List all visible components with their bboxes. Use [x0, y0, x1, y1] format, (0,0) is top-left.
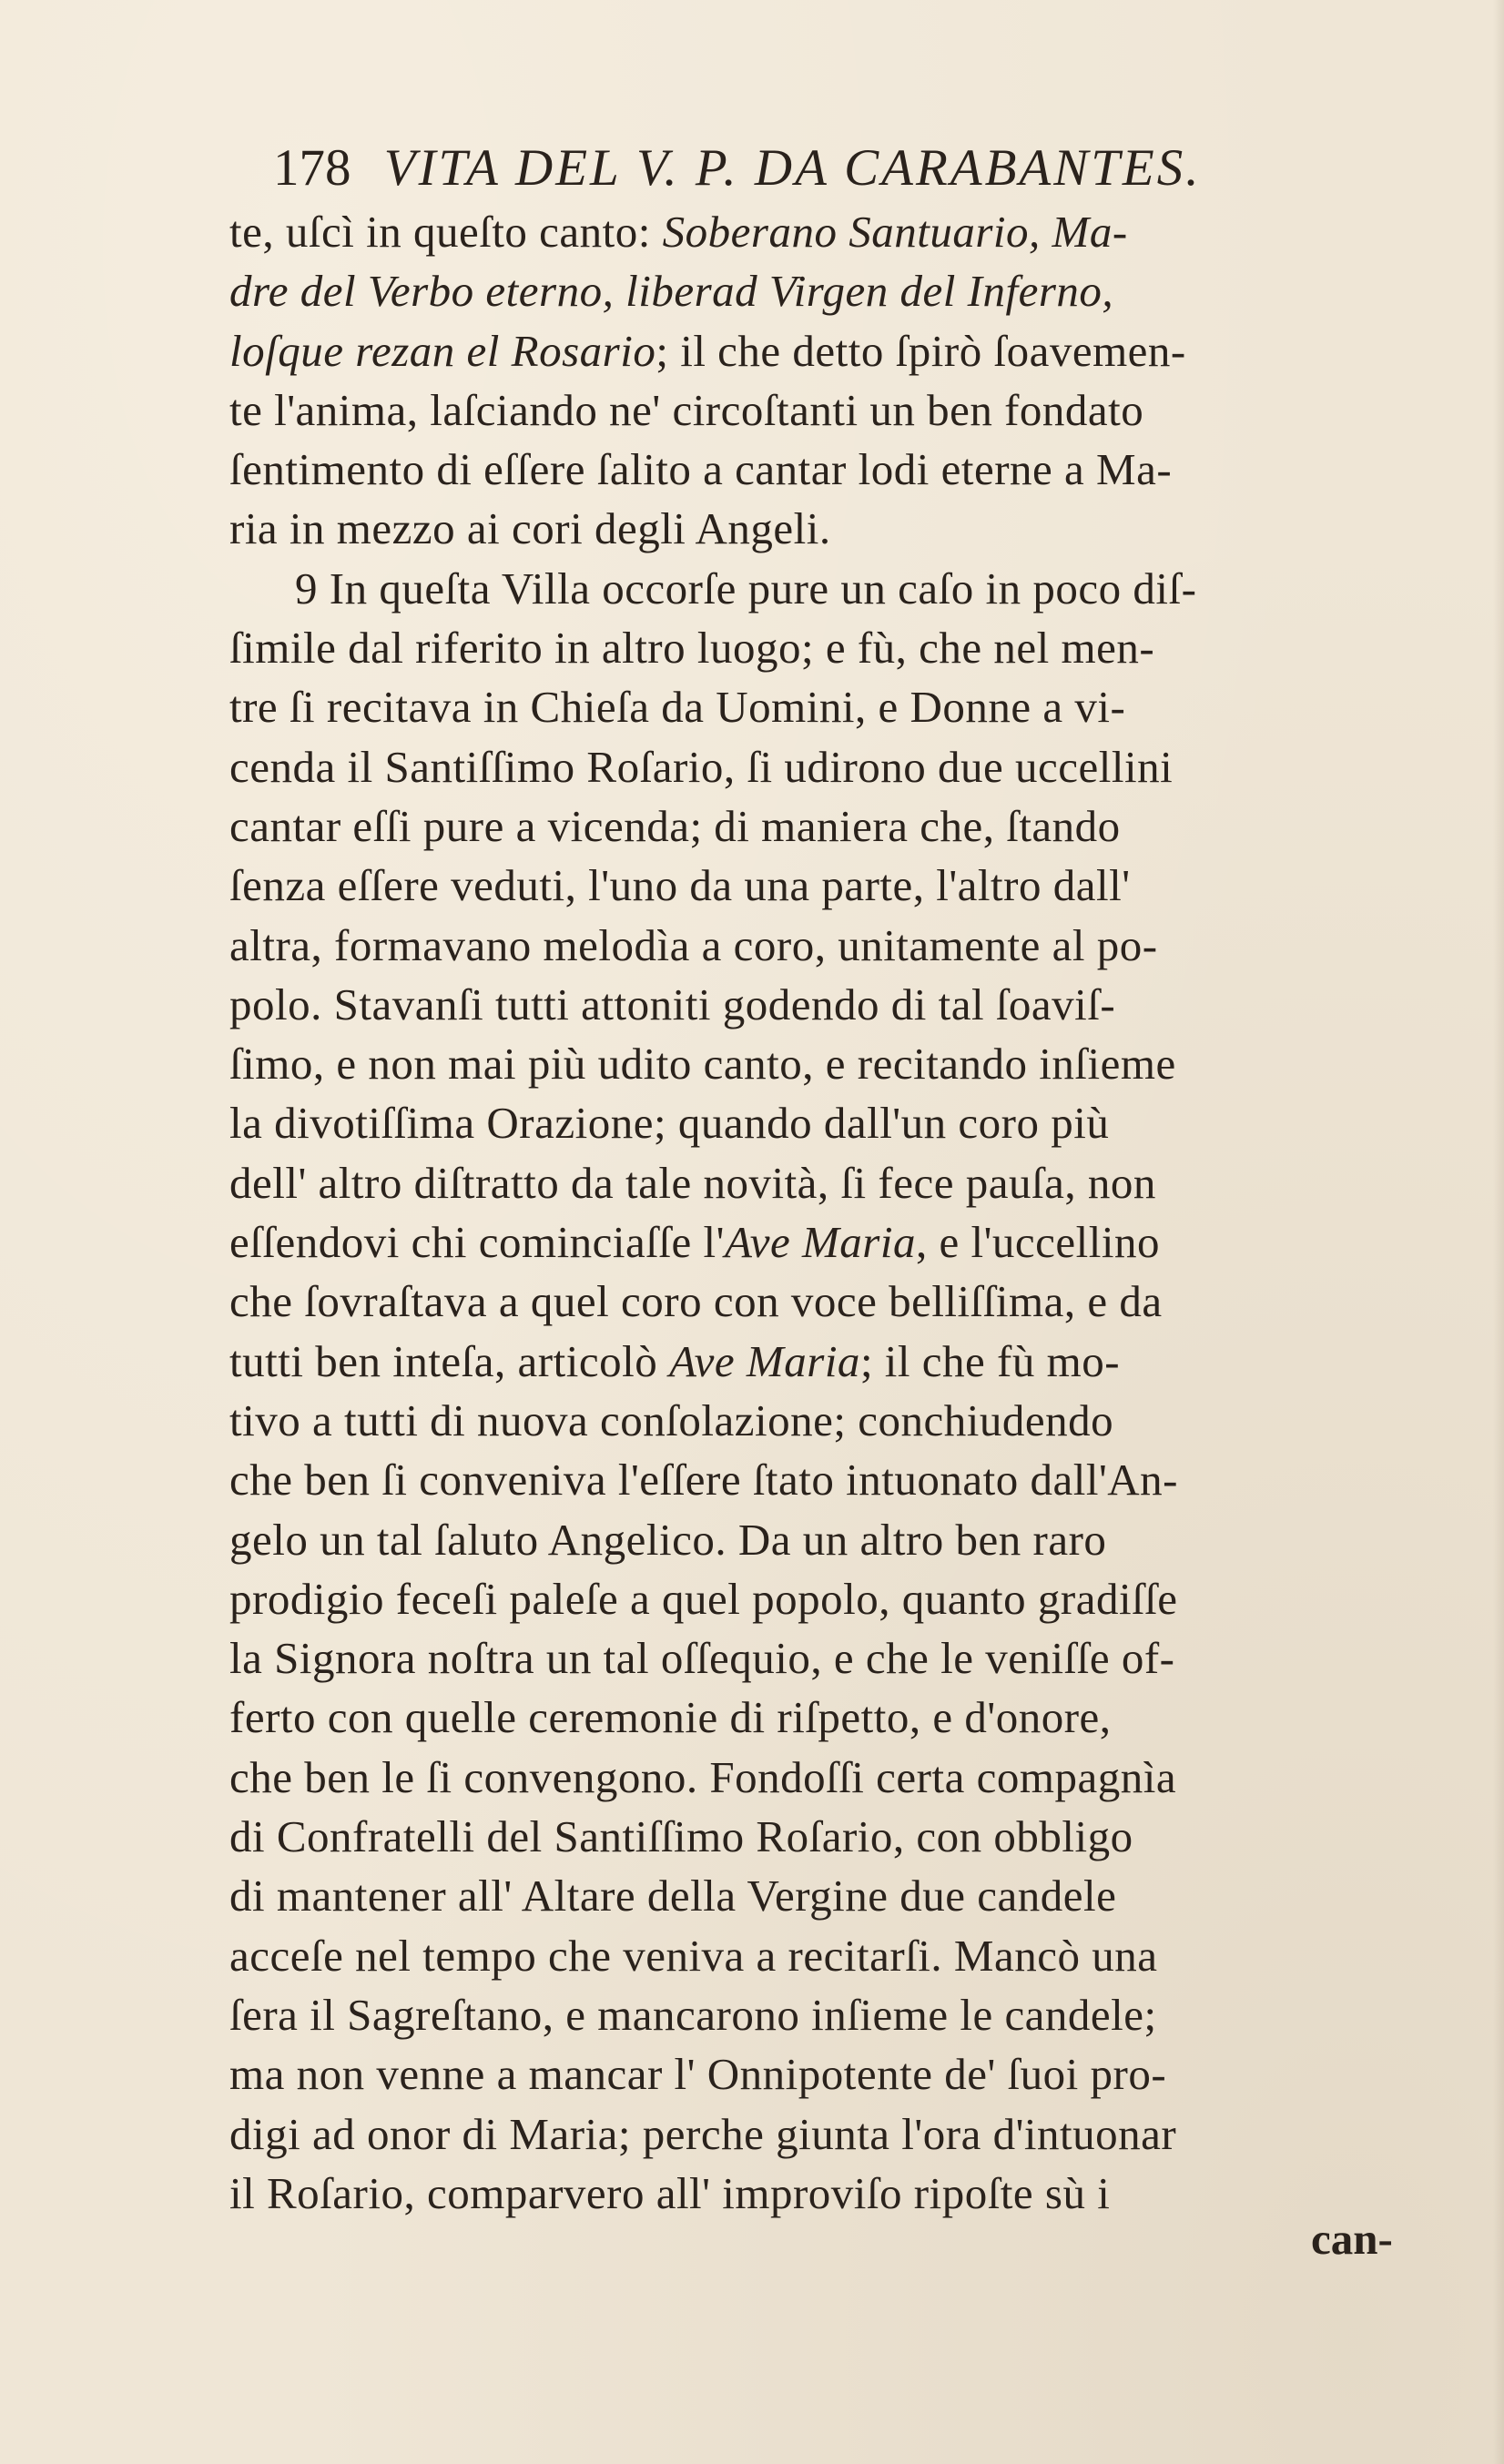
- text-run: ; il che detto ſpirò ſoavemen-: [655, 325, 1186, 376]
- text-line: [229, 1212, 1495, 1272]
- page-number: 178: [273, 139, 351, 197]
- text-line: [229, 1628, 1495, 1688]
- text-line: [229, 2104, 1495, 2164]
- text-run: ſimile dal riferito in altro luogo; e fù, che nel men-: [229, 623, 1155, 674]
- text-run: di mantener all' Altare della Vergine due candele: [229, 1871, 1117, 1922]
- text-line: [229, 1034, 1495, 1093]
- italic-text: Ave Maria: [668, 1335, 860, 1386]
- text-run: che ben ſi conveniva l'eſſere ſtato intuonato dall'An-: [229, 1455, 1179, 1506]
- text-run: che ſovraſtava a quel coro con voce belliſſima, e da: [229, 1276, 1163, 1327]
- text-run: gelo un tal ſaluto Angelico. Da un altro ben raro: [229, 1514, 1107, 1565]
- text-run: prodigio feceſi paleſe a quel popolo, quanto gradiſſe: [229, 1573, 1178, 1624]
- page-edge-shadow: [1493, 0, 1504, 2464]
- text-run: 9 In queſta Villa occorſe pure un caſo in poco diſ-: [295, 563, 1197, 613]
- text-line: [229, 261, 1495, 320]
- text-line: [229, 1450, 1495, 1509]
- text-line: [229, 618, 1495, 677]
- text-run: ſenza eſſere veduti, l'uno da una parte, l'altro dall': [229, 860, 1131, 911]
- text-run: ſimo, e non mai più udito canto, e recitando inſieme: [229, 1039, 1176, 1090]
- text-line: [229, 677, 1495, 736]
- text-run: ferto con quelle ceremonie di riſpetto, e d'onore,: [229, 1692, 1112, 1743]
- text-line: [229, 1153, 1495, 1212]
- text-line: [229, 916, 1495, 975]
- text-line: [229, 1569, 1495, 1628]
- text-line: [229, 499, 1495, 558]
- text-line: [229, 1093, 1495, 1152]
- italic-text: dre del Verbo eterno, liberad Virgen del Inferno,: [229, 266, 1114, 317]
- text-line: [229, 1926, 1495, 1985]
- text-run: dell' altro diſtratto da tale novità, ſi fece pauſa, non: [229, 1157, 1156, 1208]
- text-line: [229, 2164, 1495, 2223]
- text-line: [229, 321, 1495, 380]
- text-run: eſſendovi chi cominciaſſe l': [229, 1217, 725, 1268]
- text-run: ſera il Sagreſtano, e mancarono inſieme le candele;: [229, 1989, 1157, 2040]
- running-head: [273, 132, 1493, 205]
- text-run: polo. Stavanſi tutti attoniti godendo di tal ſoaviſ-: [229, 979, 1116, 1029]
- text-line: [229, 2044, 1495, 2104]
- running-title: VITA DEL V. P. DA CARABANTES.: [383, 139, 1202, 197]
- italic-text: Soberano Santuario, Ma-: [662, 207, 1128, 257]
- text-line: [229, 559, 1495, 618]
- text-run: il Roſario, comparvero all' improviſo ripoſte sù i: [229, 2167, 1111, 2218]
- text-run: la divotiſſima Orazione; quando dall'un coro più: [229, 1098, 1110, 1149]
- text-run: ria in mezzo ai cori degli Angeli.: [229, 503, 831, 554]
- text-run: tivo a tutti di nuova conſolazione; conchiudendo: [229, 1394, 1114, 1445]
- italic-text: loſque rezan el Rosario: [229, 325, 656, 376]
- text-line: [229, 1391, 1495, 1450]
- text-run: tre ſi recitava in Chieſa da Uomini, e Donne a vi-: [229, 682, 1126, 733]
- text-line: [229, 1332, 1495, 1391]
- text-run: , e l'uccellino: [915, 1217, 1160, 1268]
- text-line: [229, 975, 1495, 1034]
- text-run: ma non venne a mancar l' Onnipotente de' ſuoi pro-: [229, 2049, 1167, 2100]
- text-line: [229, 1688, 1495, 1747]
- text-line: [229, 856, 1495, 915]
- text-line: [229, 1272, 1495, 1331]
- text-line: [229, 1748, 1495, 1807]
- text-run: ; il che fù mo-: [859, 1335, 1121, 1386]
- text-run: di Confratelli del Santiſſimo Roſario, con obbligo: [229, 1811, 1133, 1862]
- catchword: can-: [1311, 2214, 1393, 2264]
- text-run: che ben le ſi convengono. Fondoſſi certa compagnìa: [229, 1751, 1177, 1802]
- text-line: [229, 380, 1495, 440]
- text-line: [229, 440, 1495, 499]
- text-line: [229, 1510, 1495, 1569]
- text-line: [229, 796, 1495, 856]
- body-text: [229, 202, 1495, 2223]
- text-line: [229, 202, 1495, 261]
- text-run: te l'anima, laſciando ne' circoſtanti un ben fondato: [229, 384, 1144, 435]
- text-run: tutti ben inteſa, articolò: [229, 1335, 669, 1386]
- text-run: ſentimento di eſſere ſalito a cantar lodi eterne a Ma-: [229, 444, 1173, 495]
- text-run: cenda il Santiſſimo Roſario, ſi udirono due uccellini: [229, 741, 1174, 792]
- text-run: digi ad onor di Maria; perche giunta l'ora d'intuonar: [229, 2108, 1177, 2159]
- text-run: cantar eſſi pure a vicenda; di maniera che, ſtando: [229, 800, 1121, 851]
- text-run: altra, formavano melodìa a coro, unitamente al po-: [229, 919, 1158, 970]
- text-run: te, uſcì in queſto canto:: [229, 207, 663, 257]
- text-line: [229, 1866, 1495, 1925]
- italic-text: Ave Maria: [724, 1217, 916, 1268]
- text-run: acceſe nel tempo che veniva a recitarſi. Mancò una: [229, 1930, 1158, 1981]
- text-line: [229, 1985, 1495, 2044]
- text-line: [229, 1807, 1495, 1866]
- text-run: la Signora noſtra un tal oſſequio, e che le veniſſe of-: [229, 1633, 1175, 1684]
- text-line: [229, 737, 1495, 796]
